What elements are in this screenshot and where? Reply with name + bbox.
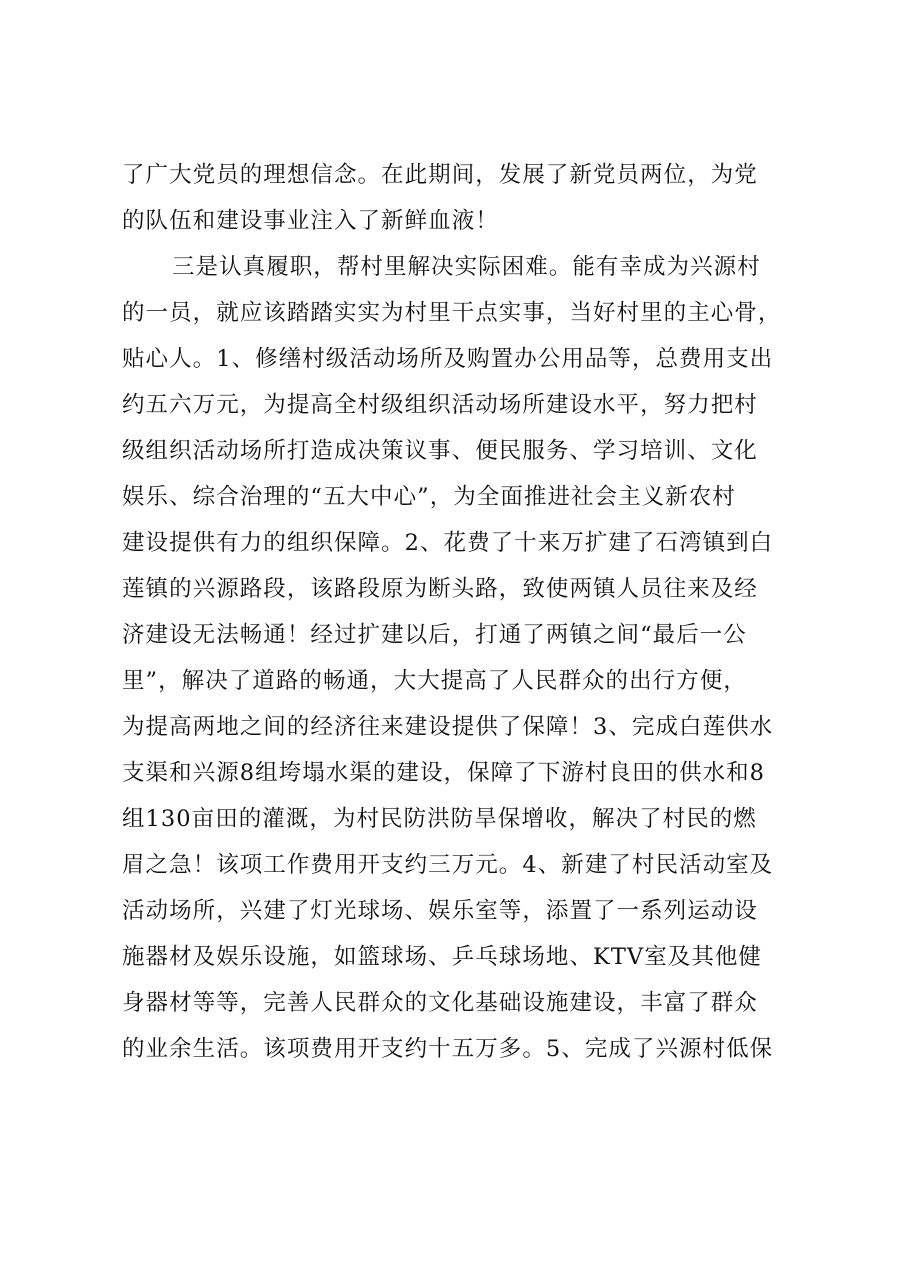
text-line: 活动场所，兴建了灯光球场、娱乐室等，添置了一系列运动设 [122,898,758,924]
text-line: 级组织活动场所打造成决策议事、便民服务、学习培训、文化 [122,438,758,464]
text-line: 莲镇的兴源路段，该路段原为断头路，致使两镇人员往来及经 [122,576,758,602]
text-line: 眉之急！该项工作费用开支约三万元。4、新建了村民活动室及 [122,852,774,878]
text-line: 的队伍和建设事业注入了新鲜血液！ [122,208,499,234]
paragraph-first-line: 三是认真履职，帮村里解决实际困难。能有幸成为兴源村 [172,254,761,280]
text-line: 建设提供有力的组织保障。2、花费了十来万扩建了石湾镇到白 [122,530,774,556]
text-line: 的业余生活。该项费用开支约十五万多。5、完成了兴源村低保 [122,1036,774,1062]
text-line: 为提高两地之间的经济往来建设提供了保障！3、完成白莲供水 [122,714,774,740]
text-line: 支渠和兴源8组垮塌水渠的建设，保障了下游村良田的供水和8 [122,760,766,786]
text-line: 娱乐、综合治理的“五大中心”，为全面推进社会主义新农村 [122,484,736,510]
text-line: 济建设无法畅通！经过扩建以后，打通了两镇之间“最后一公 [122,622,747,648]
text-line: 组130亩田的灌溉，为村民防洪防旱保增收，解决了村民的燃 [122,806,757,832]
text-line: 里”，解决了道路的畅通，大大提高了人民群众的出行方便， [122,668,747,694]
text-line: 贴心人。1、修缮村级活动场所及购置办公用品等，总费用支出 [122,346,774,372]
text-line: 施器材及娱乐设施，如篮球场、乒乓球场地、KTV室及其他健 [122,944,762,970]
text-line: 身器材等等，完善人民群众的文化基础设施建设，丰富了群众 [122,990,758,1016]
text-line: 约五六万元，为提高全村级组织活动场所建设水平，努力把村 [122,392,758,418]
text-line: 的一员，就应该踏踏实实为村里干点实事，当好村里的主心骨， [122,300,782,326]
text-line: 了广大党员的理想信念。在此期间，发展了新党员两位，为党 [122,162,758,188]
